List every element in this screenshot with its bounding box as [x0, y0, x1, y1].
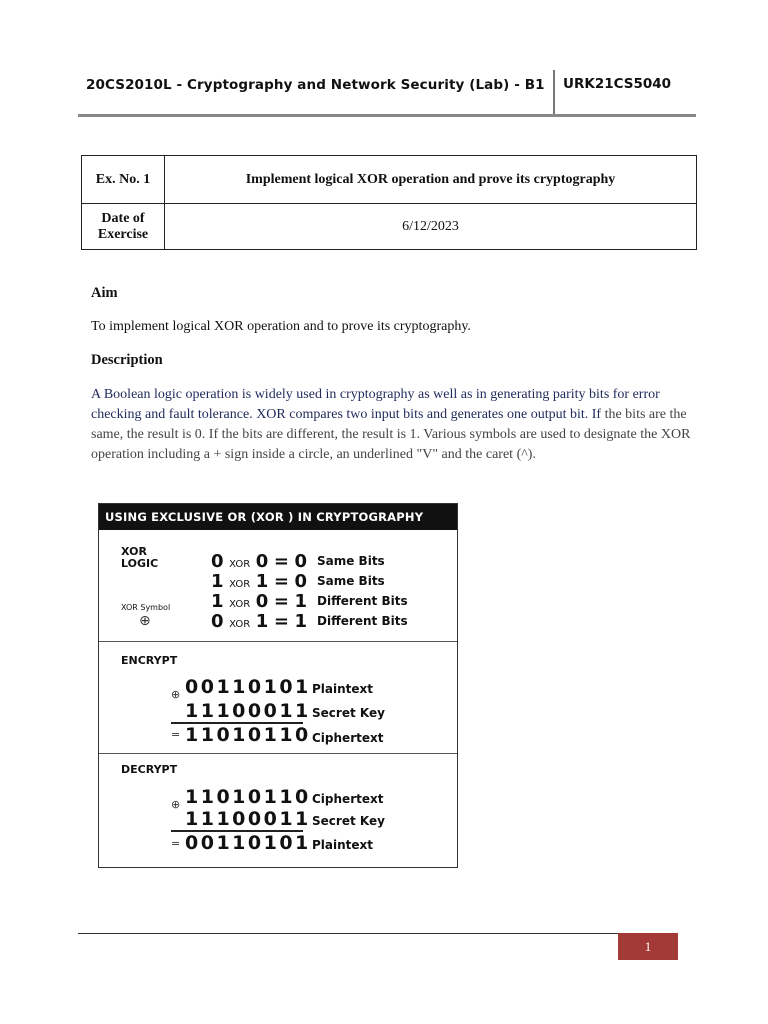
- logic-row: 1 XOR 0 = 1 Different Bits: [211, 591, 408, 612]
- xor-operator-icon: ⊕: [171, 798, 181, 811]
- aim-heading: Aim: [91, 285, 118, 301]
- exercise-title: Implement logical XOR operation and prove its cryptography: [165, 156, 697, 204]
- figure-divider: [99, 753, 457, 754]
- xor-symbol-icon: ⊕: [139, 613, 151, 629]
- encrypt-plaintext-label: Plaintext: [312, 682, 374, 696]
- xor-cryptography-figure: [98, 503, 458, 868]
- exercise-info-table: [81, 155, 697, 250]
- ex-no-label: Ex. No. 1: [82, 156, 165, 204]
- exercise-date: 6/12/2023: [165, 204, 697, 250]
- encrypt-key-label: Secret Key: [312, 706, 385, 720]
- description-heading: Description: [91, 352, 163, 368]
- course-title: 20CS2010L - Cryptography and Network Security (Lab) - B1: [86, 77, 545, 93]
- logic-row: 0 XOR 1 = 1 Different Bits: [211, 611, 408, 632]
- description-text: [91, 385, 691, 465]
- date-label: Date of Exercise: [82, 204, 165, 250]
- figure-divider: [99, 641, 457, 642]
- page-number-badge: 1: [618, 933, 678, 960]
- logic-row: 0 XOR 0 = 0 Same Bits: [211, 551, 385, 572]
- logic-row: 1 XOR 1 = 0 Same Bits: [211, 571, 385, 592]
- description-text-part2: the bits are the same, the result is 0. If the bits are different, the result is 1. Various symbols are used to designate the XOR operation including a + sign inside a circle, an underlined "V" and the caret (^).: [91, 407, 691, 462]
- decrypt-key-label: Secret Key: [312, 814, 385, 828]
- decrypt-ciphertext-label: Ciphertext: [312, 792, 384, 806]
- encrypt-ciphertext-bits: 11010110: [185, 724, 311, 746]
- encrypt-label: ENCRYPT: [121, 654, 178, 667]
- decrypt-label: DECRYPT: [121, 763, 178, 776]
- decrypt-key-bits: 11100011: [185, 808, 311, 830]
- xor-logic-label: XOR LOGIC: [121, 545, 159, 570]
- footer-rule: [78, 933, 618, 934]
- register-number: URK21CS5040: [563, 76, 672, 92]
- header-divider: [553, 70, 555, 116]
- equals-sign: =: [171, 837, 181, 850]
- encrypt-key-bits: 11100011: [185, 700, 311, 722]
- encrypt-ciphertext-label: Ciphertext: [312, 731, 384, 745]
- description-text-part1: A Boolean logic operation is widely used in cryptography as well as in generating parity bits for error checking and fault tolerance. XOR compares two input bits and generates one output bit. If: [91, 387, 660, 422]
- decrypt-ciphertext-bits: 11010110: [185, 786, 311, 808]
- header-rule: [78, 114, 696, 117]
- figure-title: USING EXCLUSIVE OR (XOR ) IN CRYPTOGRAPHY: [99, 504, 457, 530]
- xor-symbol-label: XOR Symbol: [121, 603, 171, 612]
- decrypt-plaintext-label: Plaintext: [312, 838, 374, 852]
- aim-text: To implement logical XOR operation and to prove its cryptography.: [91, 319, 471, 334]
- xor-operator-icon: ⊕: [171, 688, 181, 701]
- decrypt-plaintext-bits: 00110101: [185, 832, 311, 854]
- equals-sign: =: [171, 728, 181, 741]
- encrypt-plaintext-bits: 00110101: [185, 676, 311, 698]
